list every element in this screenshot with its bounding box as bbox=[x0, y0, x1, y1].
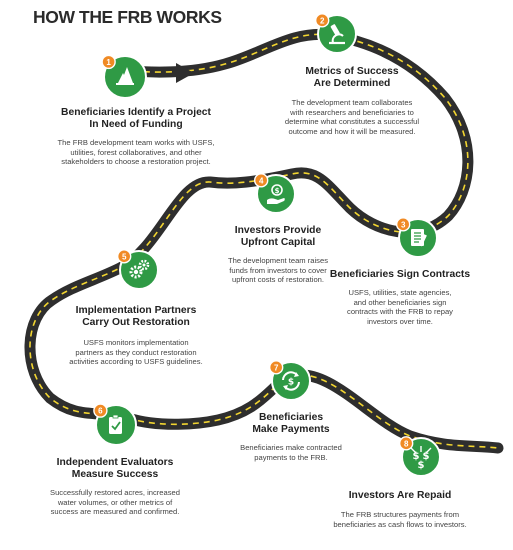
step-marker-6 bbox=[94, 404, 136, 445]
step-number: 3 bbox=[400, 220, 406, 230]
step-number: 4 bbox=[258, 176, 264, 186]
step-description-4 bbox=[168, 256, 388, 285]
step-title-line: Carry Out Restoration bbox=[82, 317, 190, 328]
step-description-line: partners as they conduct restoration bbox=[75, 347, 197, 357]
step-title-line: In Need of Funding bbox=[89, 119, 183, 130]
step-marker-5 bbox=[118, 250, 158, 289]
step-description-line: success are measured and confirmed. bbox=[50, 507, 180, 517]
step-description-line: water volumes, or other metrics of bbox=[57, 497, 173, 507]
clipboard-check-icon bbox=[109, 415, 122, 434]
step-number: 7 bbox=[273, 363, 279, 373]
step-description-line: and other beneficiaries sign bbox=[353, 297, 447, 307]
step-description-line: The FRB development team works with USFS, bbox=[57, 138, 215, 147]
step-description-line: with researchers and beneficiaries to bbox=[290, 107, 414, 117]
step-description-line: payments to the FRB. bbox=[254, 452, 328, 462]
step-title-line: Measure Success bbox=[71, 469, 159, 480]
step-title-5 bbox=[26, 305, 246, 329]
step-description-line: funds from investors to cover bbox=[229, 265, 327, 275]
step-description-line: utilities, forest collaboratives, and other bbox=[70, 147, 202, 157]
step-marker-8 bbox=[400, 437, 440, 476]
step-title-line: Upfront Capital bbox=[240, 237, 316, 248]
svg-text:$: $ bbox=[417, 460, 425, 471]
step-description-8 bbox=[290, 510, 510, 529]
step-title-1 bbox=[26, 107, 246, 131]
step-number: 6 bbox=[98, 406, 103, 416]
step-description-line: Beneficiaries make contracted bbox=[240, 443, 342, 452]
step-title-8 bbox=[290, 490, 510, 502]
step-marker-1 bbox=[102, 55, 146, 98]
step-description-7 bbox=[181, 443, 401, 462]
step-title-2 bbox=[242, 66, 462, 90]
step-description-line: outcome and how it will be measured. bbox=[288, 126, 416, 136]
step-description-line: USFS, utilities, state agencies, bbox=[348, 288, 452, 297]
step-title-line: Independent Evaluators bbox=[56, 457, 174, 468]
step-number: 8 bbox=[403, 439, 409, 449]
step-description-line: stakeholders to choose a restoration project. bbox=[61, 157, 211, 167]
step-description-line: determine what constitutes a successful bbox=[284, 117, 420, 127]
step-description-2 bbox=[242, 98, 462, 136]
step-description-6 bbox=[5, 488, 225, 517]
step-title-line: Beneficiaries bbox=[258, 412, 324, 423]
svg-text:$: $ bbox=[274, 187, 280, 195]
step-title-7 bbox=[181, 412, 401, 436]
step-number: 1 bbox=[106, 57, 111, 67]
step-description-line: The development team collaborates bbox=[291, 98, 413, 107]
step-description-line: beneficiaries as cash flows to investors. bbox=[333, 519, 467, 529]
step-title-line: Are Determined bbox=[313, 78, 391, 89]
step-description-line: USFS monitors implementation bbox=[83, 338, 189, 347]
svg-text:$: $ bbox=[422, 451, 430, 462]
page-title: HOW THE FRB WORKS bbox=[33, 7, 222, 27]
step-title-line: Make Payments bbox=[252, 424, 330, 435]
step-description-line: upfront costs of restoration. bbox=[231, 275, 324, 285]
step-title-line: Implementation Partners bbox=[75, 305, 197, 316]
step-description-5 bbox=[26, 338, 246, 367]
step-description-3 bbox=[290, 288, 510, 326]
step-title-line: Beneficiaries Sign Contracts bbox=[329, 269, 471, 280]
step-number: 5 bbox=[121, 252, 127, 262]
step-title-line: Beneficiaries Identify a Project bbox=[61, 107, 211, 118]
svg-text:$: $ bbox=[412, 451, 420, 462]
step-title-line: Metrics of Success bbox=[305, 66, 399, 77]
step-marker-7 bbox=[270, 361, 310, 400]
step-title-line: Investors Provide bbox=[234, 225, 322, 236]
step-description-line: activities according to USFS guidelines. bbox=[69, 357, 203, 367]
step-title-line: Investors Are Repaid bbox=[348, 490, 452, 501]
step-marker-4 bbox=[255, 174, 295, 213]
step-description-line: contracts with the FRB to repay bbox=[347, 307, 453, 317]
step-marker-2 bbox=[316, 14, 356, 53]
step-description-1 bbox=[26, 138, 246, 167]
step-marker-3 bbox=[397, 218, 437, 257]
step-number: 2 bbox=[319, 16, 325, 26]
step-description-line: The development team raises bbox=[227, 256, 329, 265]
step-description-line: The FRB structures payments from bbox=[340, 510, 460, 519]
svg-text:$: $ bbox=[287, 377, 295, 388]
step-title-4 bbox=[168, 225, 388, 249]
step-description-line: Successfully restored acres, increased bbox=[50, 488, 180, 497]
step-description-line: investors over time. bbox=[367, 316, 433, 326]
